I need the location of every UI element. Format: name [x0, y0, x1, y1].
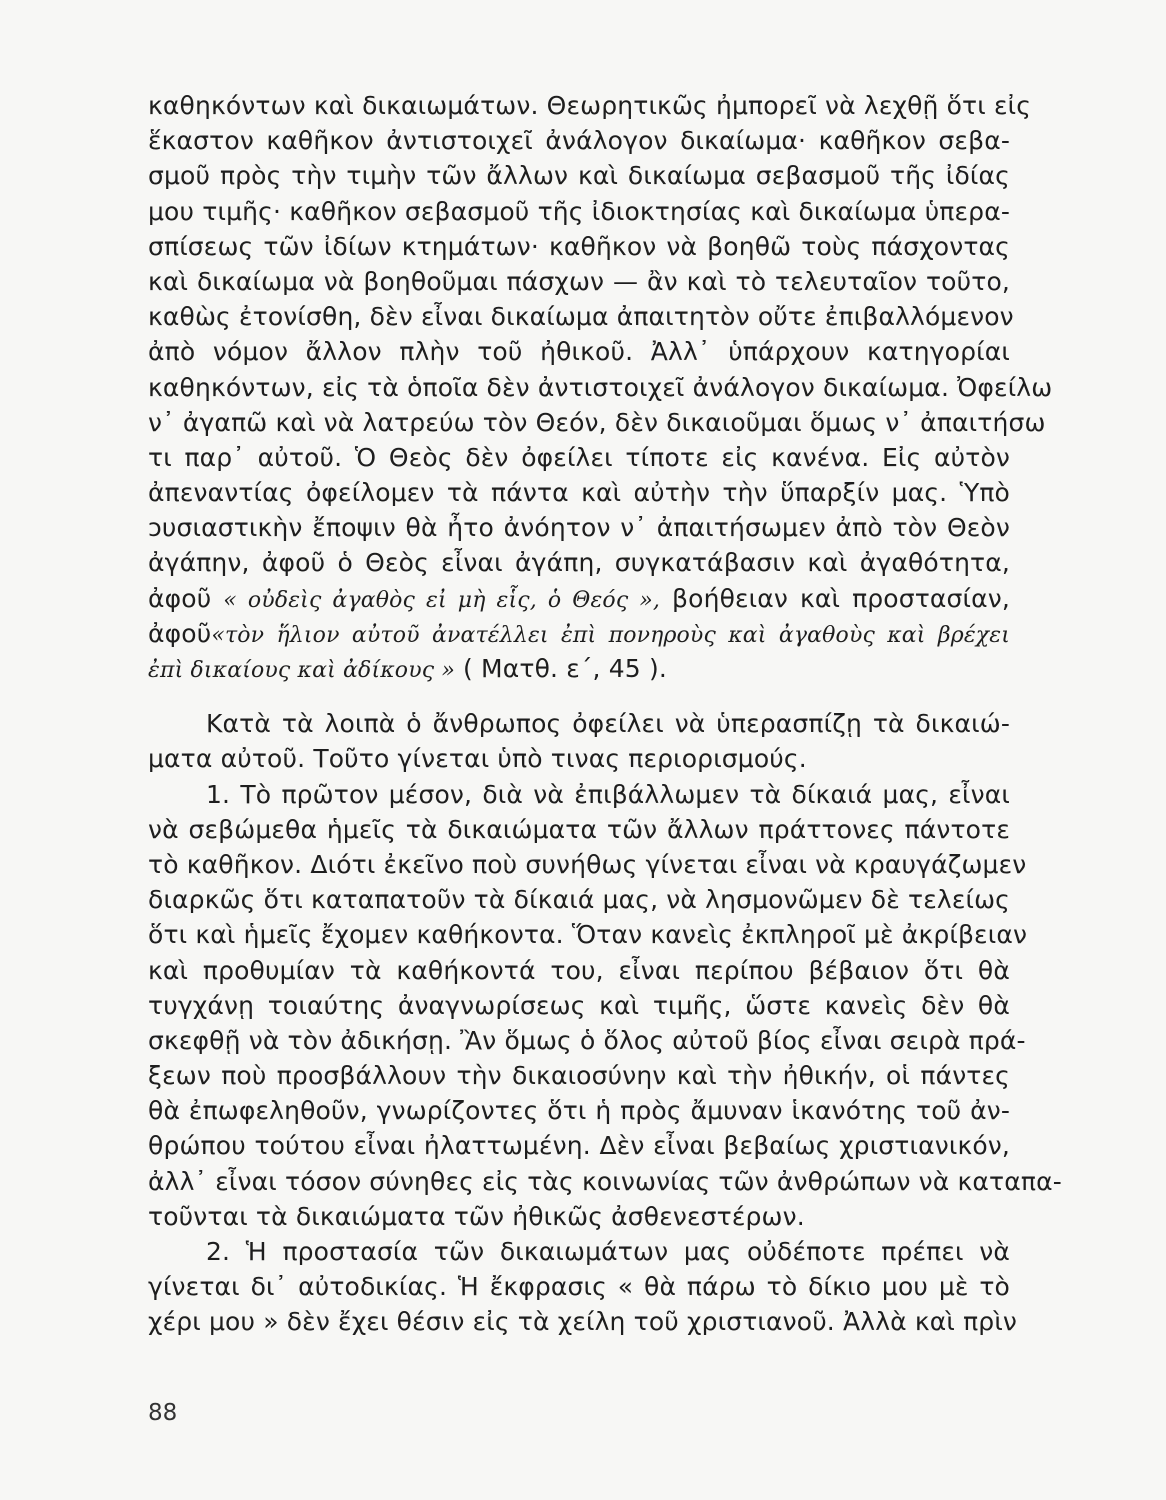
text-line: ἀγάπην, ἀφοῦ ὁ Θεὸς εἶναι ἀγάπη, συγκατάβασιν καὶ ἀγαθότητα,	[148, 548, 1010, 578]
page-number: 88	[148, 1400, 178, 1426]
text-line: θὰ ἐπωφεληθοῦν, γνωρίζοντες ὅτι ἡ πρὸς ἄμυναν ἱκανότης τοῦ ἀν-	[148, 1096, 1010, 1126]
text-fragment: βοήθειαν καὶ προστασίαν,	[660, 583, 1011, 613]
text-line: Κατὰ τὰ λοιπὰ ὁ ἄνθρωπος ὀφείλει νὰ ὑπερασπίζῃ τὰ δικαιώ-	[206, 709, 1010, 739]
text-line: ὅτι καὶ ἡμεῖς ἔχομεν καθήκοντα. Ὅταν κανεὶς ἐκπληροῖ μὲ ἀκρίβειαν	[148, 920, 1028, 950]
text-line: καθηκόντων, εἰς τὰ ὁποῖα δὲν ἀντιστοιχεῖ ἀνάλογον δικαίωμα. Ὀφείλω	[148, 372, 1053, 402]
text-line: ξεων ποὺ προσβάλλουν τὴν δικαιοσύνην καὶ τὴν ἠθικήν, οἱ πάντες	[148, 1061, 1010, 1091]
quotation-italic: « οὐδεὶς ἀγαθὸς εἰ μὴ εἷς, ὁ Θεός »,	[223, 587, 661, 613]
text-line: 2. Ἡ προστασία τῶν δικαιωμάτων μας οὐδέποτε πρέπει νὰ	[206, 1237, 1010, 1266]
text-line: ἀπὸ νόμον ἄλλον πλὴν τοῦ ἠθικοῦ. Ἀλλ᾿ ὑπάρχουν κατηγορίαι	[148, 337, 1010, 367]
text-line: καθηκόντων καὶ δικαιωμάτων. Θεωρητικῶς ἠμπορεῖ νὰ λεχθῇ ὅτι εἰς	[148, 91, 1032, 120]
text-line: καθὼς ἐτονίσθη, δὲν εἶναι δικαίωμα ἀπαιτητὸν οὔτε ἐπιβαλλόμενον	[148, 302, 1014, 332]
text-line: θρώπου τούτου εἶναι ἠλαττωμένη. Δὲν εἶναι βεβαίως χριστιανικόν,	[148, 1131, 1010, 1161]
text-line: τι παρ᾿ αὐτοῦ. Ὁ Θεὸς δὲν ὀφείλει τίποτε εἰς κανένα. Εἰς αὐτὸν	[148, 442, 1010, 472]
text-fragment: ἀφοῦ	[148, 583, 224, 613]
text-fragment: ἀφοῦ	[148, 618, 212, 648]
text-line	[148, 616, 1010, 651]
text-line: διαρκῶς ὅτι καταπατοῦν τὰ δίκαιά μας, νὰ λησμονῶμεν δὲ τελείως	[148, 885, 1010, 915]
text-line: 1. Τὸ πρῶτον μέσον, διὰ νὰ ἐπιβάλλωμεν τὰ δίκαιά μας, εἶναι	[206, 779, 1010, 809]
text-line: ματα αὐτοῦ. Τοῦτο γίνεται ὑπὸ τινας περιορισμούς.	[148, 744, 807, 774]
text-line: ἀλλ᾿ εἶναι τόσον σύνηθες εἰς τὰς κοινωνίας τῶν ἀνθρώπων νὰ καταπα-	[148, 1166, 1062, 1196]
quotation-italic: ἐπὶ δικαίους καὶ ἀδίκους »	[148, 658, 455, 683]
text-line	[148, 581, 1010, 616]
text-line: νὰ σεβώμεθα ἡμεῖς τὰ δικαιώματα τῶν ἄλλων πράττονες πάντοτε	[148, 814, 1010, 844]
text-line: χέρι μου » δὲν ἔχει θέσιν εἰς τὰ χείλη τοῦ χριστιανοῦ. Ἀλλὰ καὶ πρὶν	[148, 1307, 1018, 1337]
quotation-italic: «τὸν ἥλιον αὐτοῦ ἀνατέλλει ἐπὶ πονηροὺς καὶ ἀγαθοὺς καὶ βρέχει	[211, 622, 1010, 648]
text-line: μου τιμῆς· καθῆκον σεβασμοῦ τῆς ἰδιοκτησίας καὶ δικαίωμα ὑπερα-	[148, 196, 1010, 226]
text-line: γίνεται δι᾿ αὐτοδικίας. Ἡ ἔκφρασις « θὰ πάρω τὸ δίκιο μου μὲ τὸ	[148, 1272, 1010, 1302]
text-line: ν᾿ ἀγαπῶ καὶ νὰ λατρεύω τὸν Θεόν, δὲν δικαιοῦμαι ὅμως ν᾿ ἀπαιτήσω	[148, 407, 1046, 437]
text-line: τοῦνται τὰ δικαιώματα τῶν ἠθικῶς ἀσθενεστέρων.	[148, 1201, 805, 1231]
text-line: σπίσεως τῶν ἰδίων κτημάτων· καθῆκον νὰ βοηθῶ τοὺς πάσχοντας	[148, 231, 1010, 261]
body-text	[148, 88, 1062, 1340]
text-line: ἕκαστον καθῆκον ἀντιστοιχεῖ ἀνάλογον δικαίωμα· καθῆκον σεβα-	[148, 126, 1010, 156]
text-fragment: ( Ματθ. ε΄, 45 ).	[454, 654, 667, 683]
text-line	[148, 651, 1010, 686]
text-line: ɔυσιαστικὴν ἔποψιν θὰ ἦτο ἀνόητον ν᾿ ἀπαιτήσωμεν ἀπὸ τὸν Θεὸν	[148, 513, 1010, 543]
text-line: τυγχάνῃ τοιαύτης ἀναγνωρίσεως καὶ τιμῆς, ὥστε κανεὶς δὲν θὰ	[148, 990, 1010, 1020]
text-line: καὶ δικαίωμα νὰ βοηθοῦμαι πάσχων — ἂν καὶ τὸ τελευταῖον τοῦτο,	[148, 266, 1010, 296]
text-line: σμοῦ πρὸς τὴν τιμὴν τῶν ἄλλων καὶ δικαίωμα σεβασμοῦ τῆς ἰδίας	[148, 161, 1010, 191]
text-line: καὶ προθυμίαν τὰ καθήκοντά του, εἶναι περίπου βέβαιον ὅτι θὰ	[148, 955, 1010, 985]
text-line: τὸ καθῆκον. Διότι ἐκεῖνο ποὺ συνήθως γίνεται εἶναι νὰ κραυγάζωμεν	[148, 849, 1027, 879]
paragraph-gap	[148, 686, 1010, 706]
text-line: σκεφθῇ νὰ τὸν ἀδικήσῃ. Ἂν ὅμως ὁ ὅλος αὐτοῦ βίος εἶναι σειρὰ πρά-	[148, 1025, 1026, 1055]
text-line: ἀπεναντίας ὀφείλομεν τὰ πάντα καὶ αὐτὴν τὴν ὕπαρξίν μας. Ὑπὸ	[148, 478, 1010, 508]
